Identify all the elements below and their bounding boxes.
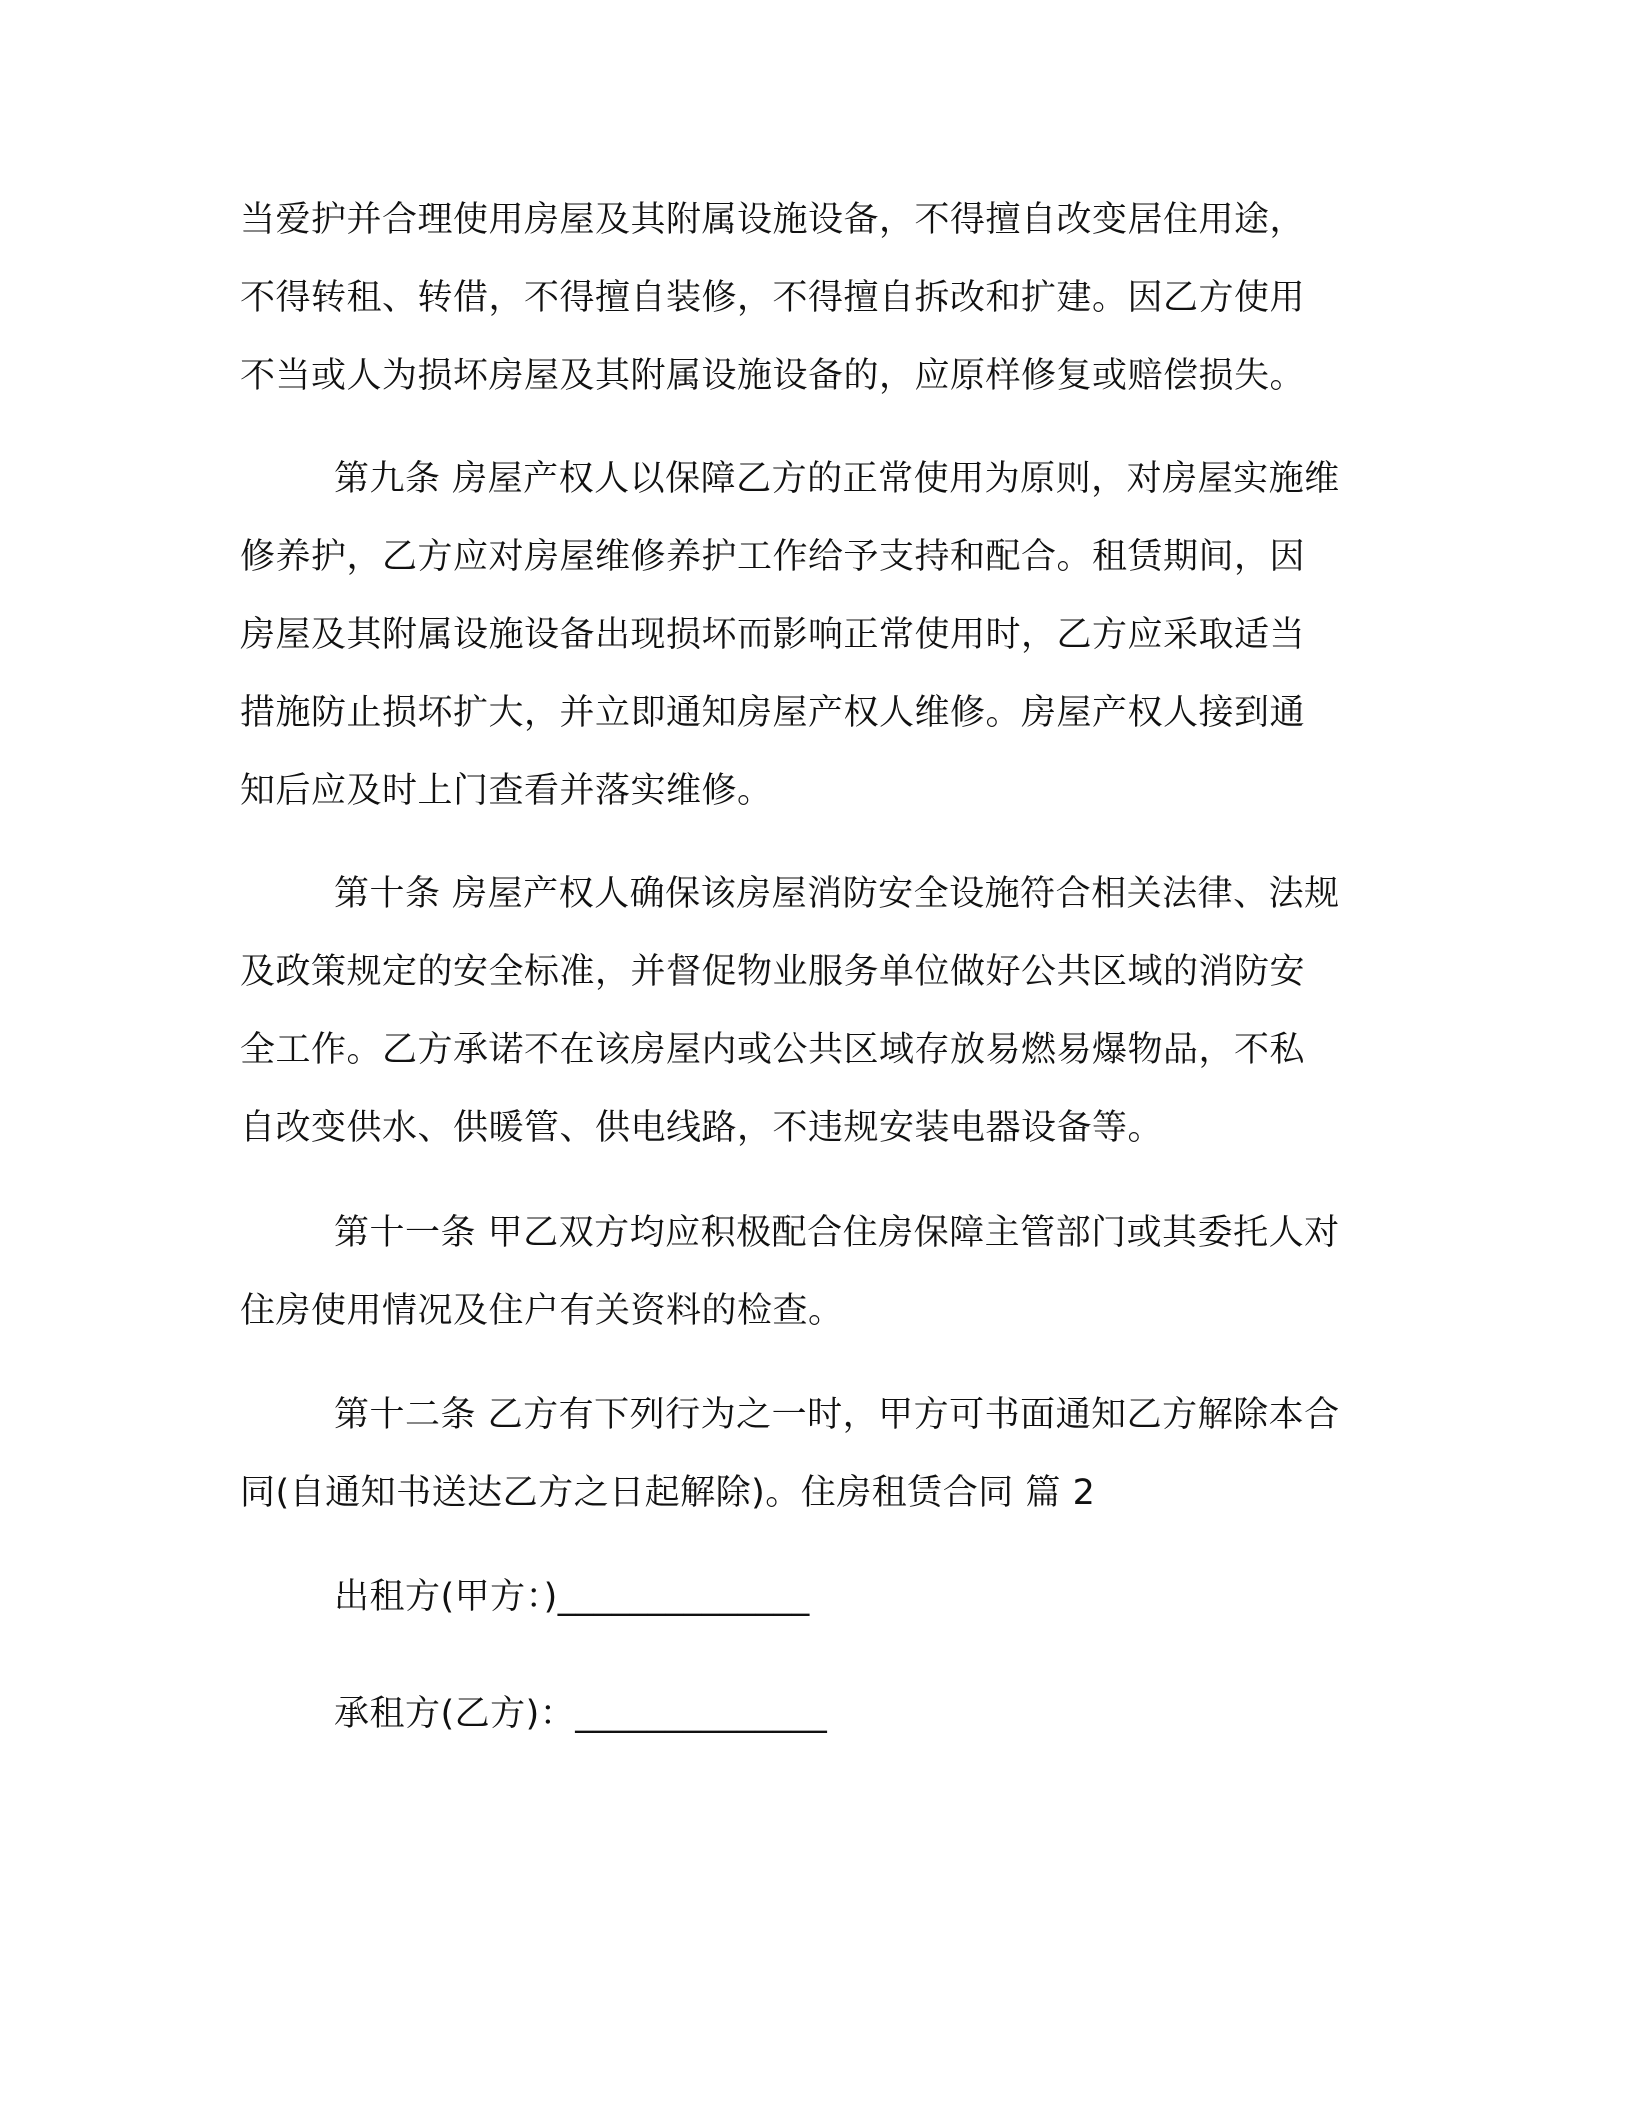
lessee-label: 承租方(乙方)：______________: [334, 1694, 828, 1734]
lessee-field-line: [240, 1675, 1390, 1753]
paragraph-article-8-continued: [240, 181, 1390, 415]
text-line: 措施防止损坏扩大，并立即通知房屋产权人维修。房屋产权人接到通: [240, 693, 1306, 733]
text-line: 全工作。乙方承诺不在该房屋内或公共区域存放易燃易爆物品，不私: [240, 1030, 1306, 1070]
text-line: 知后应及时上门查看并落实维修。: [240, 771, 773, 811]
text-line: 修养护，乙方应对房屋维修养护工作给予支持和配合。租赁期间，因: [240, 537, 1306, 577]
text-line: 第十条 房屋产权人确保该房屋消防安全设施符合相关法律、法规: [334, 874, 1340, 914]
paragraph-article-10: [240, 855, 1390, 1167]
lessor-label: 出租方(甲方：)______________: [334, 1577, 810, 1617]
text-line: 第十二条 乙方有下列行为之一时，甲方可书面通知乙方解除本合: [334, 1395, 1340, 1435]
text-line: 第九条 房屋产权人以保障乙方的正常使用为原则，对房屋实施维: [334, 459, 1340, 499]
text-line: 同(自通知书送达乙方之日起解除)。住房租赁合同 篇 2: [240, 1473, 1096, 1513]
text-line: 不当或人为损坏房屋及其附属设施设备的，应原样修复或赔偿损失。: [240, 356, 1306, 396]
text-line: 房屋及其附属设施设备出现损坏而影响正常使用时，乙方应采取适当: [240, 615, 1306, 655]
paragraph-article-11: [240, 1194, 1390, 1350]
text-line: 自改变供水、供暖管、供电线路，不违规安装电器设备等。: [240, 1108, 1164, 1148]
text-line: 第十一条 甲乙双方均应积极配合住房保障主管部门或其委托人对: [334, 1213, 1340, 1253]
paragraph-article-9: [240, 440, 1390, 830]
paragraph-article-12: [240, 1376, 1390, 1532]
text-line: 不得转租、转借，不得擅自装修，不得擅自拆改和扩建。因乙方使用: [240, 278, 1306, 318]
lessor-field-line: [240, 1558, 1390, 1636]
text-line: 当爱护并合理使用房屋及其附属设施设备，不得擅自改变居住用途，: [240, 200, 1306, 240]
text-line: 及政策规定的安全标准，并督促物业服务单位做好公共区域的消防安: [240, 952, 1306, 992]
text-line: 住房使用情况及住户有关资料的检查。: [240, 1291, 844, 1331]
